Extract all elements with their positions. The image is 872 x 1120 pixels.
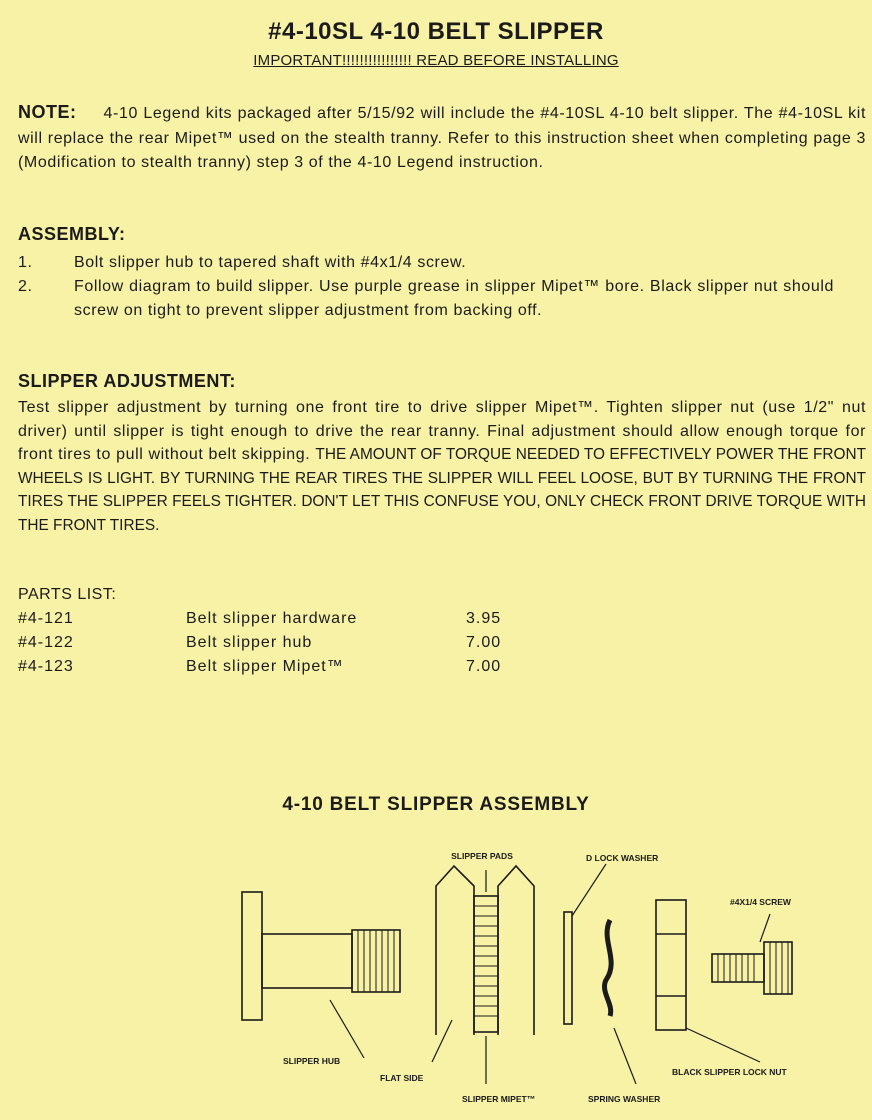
diagram-title: 4-10 BELT SLIPPER ASSEMBLY: [282, 794, 590, 815]
d-lock-washer-drawing: [564, 864, 606, 1024]
part-price: 7.00: [466, 658, 502, 675]
adjustment-caps-text: THE AMOUNT OF TORQUE NEEDED TO EFFECTIVELY POWER THE FRONT WHEELS IS LIGHT. BY TURNING THE REAR TIRES THE SLIPPER WILL FEEL LOOSE, BUT BY TURNING THE FRONT TIRES THE SLIPPER FEELS TIGHTER. DON'T LET THIS CONFUSE YOU, ONLY CHECK FRONT DRIVE TORQUE WITH THE FRONT TIRES.: [18, 446, 867, 534]
slipper-hub-drawing: [242, 892, 400, 1058]
assembly-diagram: [0, 830, 872, 1120]
step-text: Bolt slipper hub to tapered shaft with #4x1/4 screw.: [74, 254, 467, 271]
part-price: 7.00: [466, 634, 502, 651]
note-text: 4-10 Legend kits packaged after 5/15/92 will include the #4-10SL 4-10 belt slipper. The #4-10SL kit will replace the rear Mipet™ used on the stealth tranny. Refer to this instruction sheet when completing page 3 (Modification to stealth tranny) step 3 of the 4-10 Legend instruction.: [18, 105, 866, 171]
part-description: Belt slipper Mipet™: [186, 658, 344, 675]
label-screw: #4X1/4 SCREW: [730, 897, 791, 907]
step-text: Follow diagram to build slipper. Use purple grease in slipper Mipet™ bore. Black slipper nut should screw on tight to prevent slipper adjustment from backing off.: [74, 278, 834, 319]
adjustment-paragraph: [18, 396, 866, 537]
part-number: #4-123: [18, 658, 74, 675]
label-slipper-mipet: SLIPPER MIPET™: [462, 1094, 536, 1104]
assembly-heading: ASSEMBLY:: [18, 224, 126, 244]
part-price: 3.95: [466, 610, 502, 627]
adjustment-heading: SLIPPER ADJUSTMENT:: [18, 371, 236, 391]
part-description: Belt slipper hub: [186, 634, 313, 651]
lock-nut-drawing: [656, 900, 760, 1062]
label-flat-side: FLAT SIDE: [380, 1073, 424, 1083]
parts-list-heading: PARTS LIST:: [18, 586, 117, 603]
part-number: #4-122: [18, 634, 74, 651]
part-description: Belt slipper hardware: [186, 610, 358, 627]
page-title: #4-10SL 4-10 BELT SLIPPER: [268, 18, 604, 45]
slipper-mipet-drawing: [432, 866, 534, 1084]
adjustment-text: Test slipper adjustment by turning one front tire to drive slipper Mipet™. Tighten slipper nut (use 1/2" nut driver) until slipper is tight enough to drive the rear tranny. Final adjustment should allow enough torque for front tires to pull without belt skipping.: [18, 399, 866, 463]
label-d-lock-washer: D LOCK WASHER: [586, 853, 659, 863]
step-number: 2.: [18, 278, 33, 295]
step-number: 1.: [18, 254, 33, 271]
part-number: #4-121: [18, 610, 74, 627]
note-paragraph: [18, 100, 866, 176]
label-spring-washer: SPRING WASHER: [588, 1094, 661, 1104]
spring-washer-drawing: [604, 920, 636, 1084]
note-label: NOTE:: [18, 102, 77, 122]
label-slipper-pads: SLIPPER PADS: [451, 851, 513, 861]
screw-drawing: [712, 914, 792, 994]
label-lock-nut: BLACK SLIPPER LOCK NUT: [672, 1067, 787, 1077]
label-slipper-hub: SLIPPER HUB: [283, 1056, 341, 1066]
page-subtitle: IMPORTANT!!!!!!!!!!!!!!!! READ BEFORE INSTALLING: [253, 52, 619, 69]
